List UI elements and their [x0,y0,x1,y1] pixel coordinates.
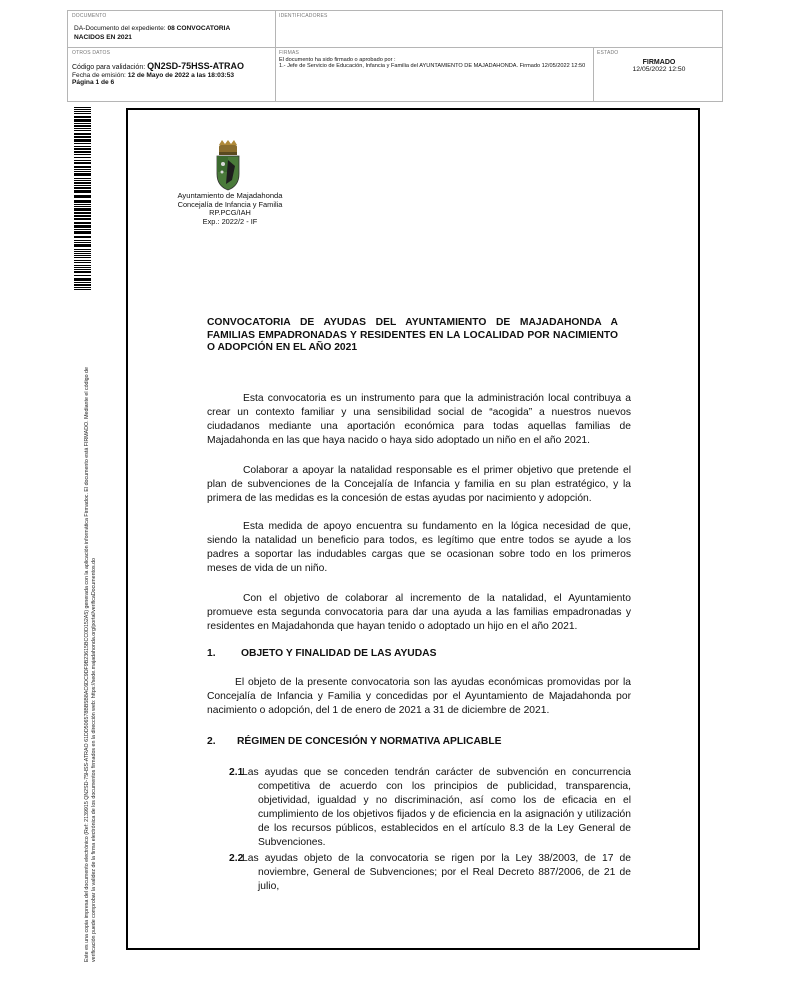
paragraph-text: Colaborar a apoyar la natalidad responsable es el primer objetivo que pretende el plan de subvenciones de la Concejalía de Infancia y familia en su plan estratégico, y la primera de las medidas es la concesión de estas ayudas por nacimiento y adopción. [207,465,631,504]
org-exp: Exp.: 2022/2 - IF [202,216,258,226]
section-title: OBJETO Y FINALIDAD DE LAS AYUDAS [241,648,437,659]
validation-prefix: Código para validación: [72,64,146,71]
organization-block [160,192,300,226]
signatures-cell [279,50,589,70]
paragraph [207,464,631,506]
paragraph [207,592,631,634]
coat-of-arms-icon [215,140,241,192]
signatures-line1: El documento ha sido firmado o aprobado por : [279,57,396,63]
document-line1: DA-Documento del expediente: [74,25,166,32]
state-cell [597,50,721,73]
paragraph-text: Con el objetivo de colaborar al incremento de la natalidad, el Ayuntamiento promueve esta segunda convocatoria para dar una ayuda a las familias empadronadas y residentes en Majadahonda que hayan tenido o adoptado un hijo en el año 2021. [207,593,631,632]
section-number: 1. [207,648,216,659]
org-ref: RP.PCG/IAH [209,208,251,218]
paragraph [207,392,631,448]
signatures-label: FIRMAS [279,50,300,56]
emission-prefix: Fecha de emisión: [72,72,126,79]
state-label: ESTADO [597,50,619,56]
other-data-label: OTROS DATOS [72,50,111,56]
paragraph [207,520,631,576]
other-data-cell [72,50,272,86]
document-metadata-header [67,10,723,102]
validation-code: QN2SD-75HSS-ATRAO [147,61,244,71]
page-info: Página 1 de 6 [72,79,115,86]
subsection [229,852,631,894]
barcode-icon [74,107,91,290]
org-name: Ayuntamiento de Majadahonda [177,191,283,200]
document-line1-bold: 08 CONVOCATORIA [167,25,231,32]
subsection-text: Las ayudas objeto de la convocatoria se rigen por la Ley 38/2003, de 17 de noviembre, General de Subvenciones; por el Real Decreto 887/2006, de 21 de julio, [242,853,631,892]
section-title: RÉGIMEN DE CONCESIÓN Y NORMATIVA APLICABLE [237,736,502,747]
paragraph-text: Esta convocatoria es un instrumento para que la administración local contribuya a crear un contexto familiar y una sensibilidad social de “acogida” a nuestros nuevos ciudadanos mediante una aportación económica para todas aquellas familias de Majadahonda en las que haya nacido o haya sido adoptado un niño en el año 2021. [207,393,631,446]
section-heading [207,648,437,659]
org-dept: Concejalía de Infancia y Familia [177,199,283,209]
section-number: 2. [207,736,216,747]
state-date: 12/05/2022 12:50 [632,66,686,73]
section-text: El objeto de la presente convocatoria son las ayudas económicas promovidas por la Concejalía de Infancia y Familia y concedidas por el Ayuntamiento de Majadahonda por nacimiento o adopción, del 1 de enero de 2021 a 31 de diciembre de 2021. [207,677,631,716]
subsection [229,766,631,850]
page-title: CONVOCATORIA DE AYUDAS DEL AYUNTAMIENTO DE MAJADAHONDA A FAMILIAS EMPADRONADAS Y RESIDENTES EN LA LOCALIDAD POR NACIMIENTO O ADOPCIÓN EN EL AÑO 2021 [207,317,618,354]
subsection-number: 2.2 [229,853,244,864]
document-cell [72,13,272,42]
margin-line1: Este es una copia impresa del documento electrónico (Ref: 2139915 QN2SD-75HSS-ATRAO 61DD506578BB5B8AC6DC9DF9B23615BCC0D152A5) generada con la aplicación informática Firmadoc. El documento está FIRMADO. Mediante el código de [84,367,90,962]
section-heading [207,736,502,747]
verification-margin-text [84,302,98,962]
subsection-number: 2.1 [229,767,244,778]
document-label: DOCUMENTO [72,13,107,19]
subsection-text: Las ayudas que se conceden tendrán carácter de subvención en concurrencia competitiva de acuerdo con los principios de publicidad, transparencia, objetividad, igualdad y no discriminación, así como los de eficacia en el cumplimiento de los objetivos fijados y de eficiencia en la asignación y utilización de los recursos públicos, establecidos en el artículo 8.3 de la Ley General de Subvenciones. [242,767,631,848]
emission-date: 12 de Mayo de 2022 a las 18:03:53 [127,72,235,79]
section-paragraph [207,676,631,718]
signatures-line2: 1.- Jefe de Servicio de Educación, Infancia y Familia del AYUNTAMIENTO DE MAJADAHONDA. Firmado 12/05/2022 12:50 [279,63,586,69]
margin-line2: verificación puede comprobar la validez de la firma electrónica de los documentos firmados en la dirección web: https://sede.majadahonda.org/portal/verificaDocumentos.do [91,558,98,962]
identifiers-label: IDENTIFICADORES [279,13,328,19]
identifiers-cell [279,13,328,19]
paragraph-text: Esta medida de apoyo encuentra su fundamento en la lógica necesidad de que, siendo la natalidad un beneficio para todos, es legítimo que entre todos se ayude a los padres a soportar las indudables cargas que se ocasionan sobre todo en los primeros meses de vida de un niño. [207,521,631,574]
state-value: FIRMADO [642,59,676,66]
document-line2-bold: NACIDOS EN 2021 [74,33,132,41]
